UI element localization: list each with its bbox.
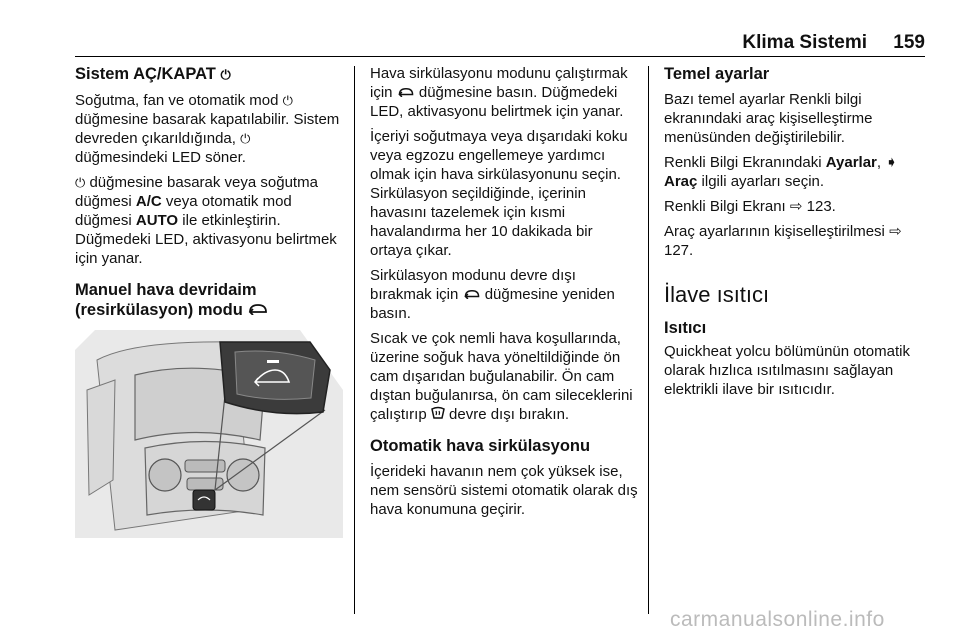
recirculation-icon <box>463 286 481 303</box>
paragraph: Soğutma, fan ve otomatik mod ⏻ düğmesine basarak kapatılabilir. Sistem devreden çıkarıldığında, ⏻ düğmesindeki LED söner. <box>75 92 340 166</box>
section-heading: İlave ısıtıcı <box>664 282 770 307</box>
watermark: carmanualsonline.info <box>670 608 885 631</box>
paragraph: Bazı temel ayarlar Renkli bilgi ekranındaki araç kişiselleştirme menüsünden değiştirilebilir. <box>664 91 873 146</box>
paragraph: Sıcak ve çok nemli hava koşullarında, üzerine soğuk hava yöneltildiğinde ön cam dışarıdan buğulanabilir. Ön cam dıştan buğulanırsa, ön cam sileceklerini çalıştırıp devre dışı bırakın. <box>370 330 633 423</box>
paragraph: Hava sirkülasyonu modunu çalıştırmak için düğmesine basın. Düğmedeki LED, aktivasyonu belirtmek için yanar. <box>370 65 628 120</box>
power-icon: ⏻ <box>240 131 251 146</box>
paragraph: Renkli Bilgi Ekranındaki Ayarlar, ➧ Araç ilgili ayarları seçin. <box>664 154 898 190</box>
power-icon: ⏻ <box>75 175 86 190</box>
paragraph: İçerideki havanın nem çok yüksek ise, nem sensörü sistemi otomatik olarak dış hava konumuna geçirir. <box>370 463 638 518</box>
page-reference-icon: ⇨ <box>789 198 803 215</box>
header-rule <box>75 56 925 57</box>
paragraph: Araç ayarlarının kişiselleştirilmesi ⇨ 127. <box>664 223 902 259</box>
column-divider <box>354 66 355 614</box>
recirculation-icon <box>247 301 269 319</box>
windscreen-defrost-icon <box>431 406 445 423</box>
page-number: 159 <box>893 32 925 53</box>
column-1 <box>75 64 343 538</box>
climate-control-illustration <box>75 330 343 538</box>
power-icon: ⏻ <box>282 93 293 108</box>
paragraph: İçeriyi soğutmaya veya dışarıdaki koku veya egzozu engellemeye yardımcı olmak için hava sirkülasyonunu seçin. Sirkülasyon seçildiğinde, içerinin havasını tazelemek için kısmi havalandırma her 10 dakikada bir ortaya çıkar. <box>370 128 628 259</box>
chapter-title: Klima Sistemi <box>742 32 867 53</box>
paragraph: Quickheat yolcu bölümünün otomatik olarak hızlıca ısıtılmasını sağlayan elektrikli ilave bir ısıtıcıdır. <box>664 343 910 398</box>
paragraph: ⏻ düğmesine basarak veya soğutma düğmesi A/C veya otomatik mod düğmesi AUTO ile etkinleştirin. Düğmedeki LED, aktivasyonu belirtmek için yanar. <box>75 174 337 267</box>
section-heading: Manuel hava devridaim (resirkülasyon) modu <box>75 280 343 320</box>
power-icon: ⏻ <box>220 67 231 82</box>
column-2 <box>370 64 638 525</box>
menu-arrow-icon: ➧ <box>885 154 898 171</box>
section-heading: Temel ayarlar <box>664 65 770 83</box>
column-divider <box>648 66 649 614</box>
paragraph: Sirkülasyon modunu devre dışı bırakmak için düğmesine yeniden basın. <box>370 267 615 322</box>
column-3 <box>664 64 929 405</box>
section-heading: Otomatik hava sirkülasyonu <box>370 437 591 455</box>
page-header <box>75 28 925 56</box>
recirculation-icon <box>397 84 415 101</box>
section-heading: Sistem AÇ/KAPAT ⏻ <box>75 65 231 83</box>
page-reference-icon: ⇨ <box>889 223 902 240</box>
subsection-heading: Isıtıcı <box>664 319 707 337</box>
paragraph: Renkli Bilgi Ekranı ⇨ 123. <box>664 198 836 215</box>
